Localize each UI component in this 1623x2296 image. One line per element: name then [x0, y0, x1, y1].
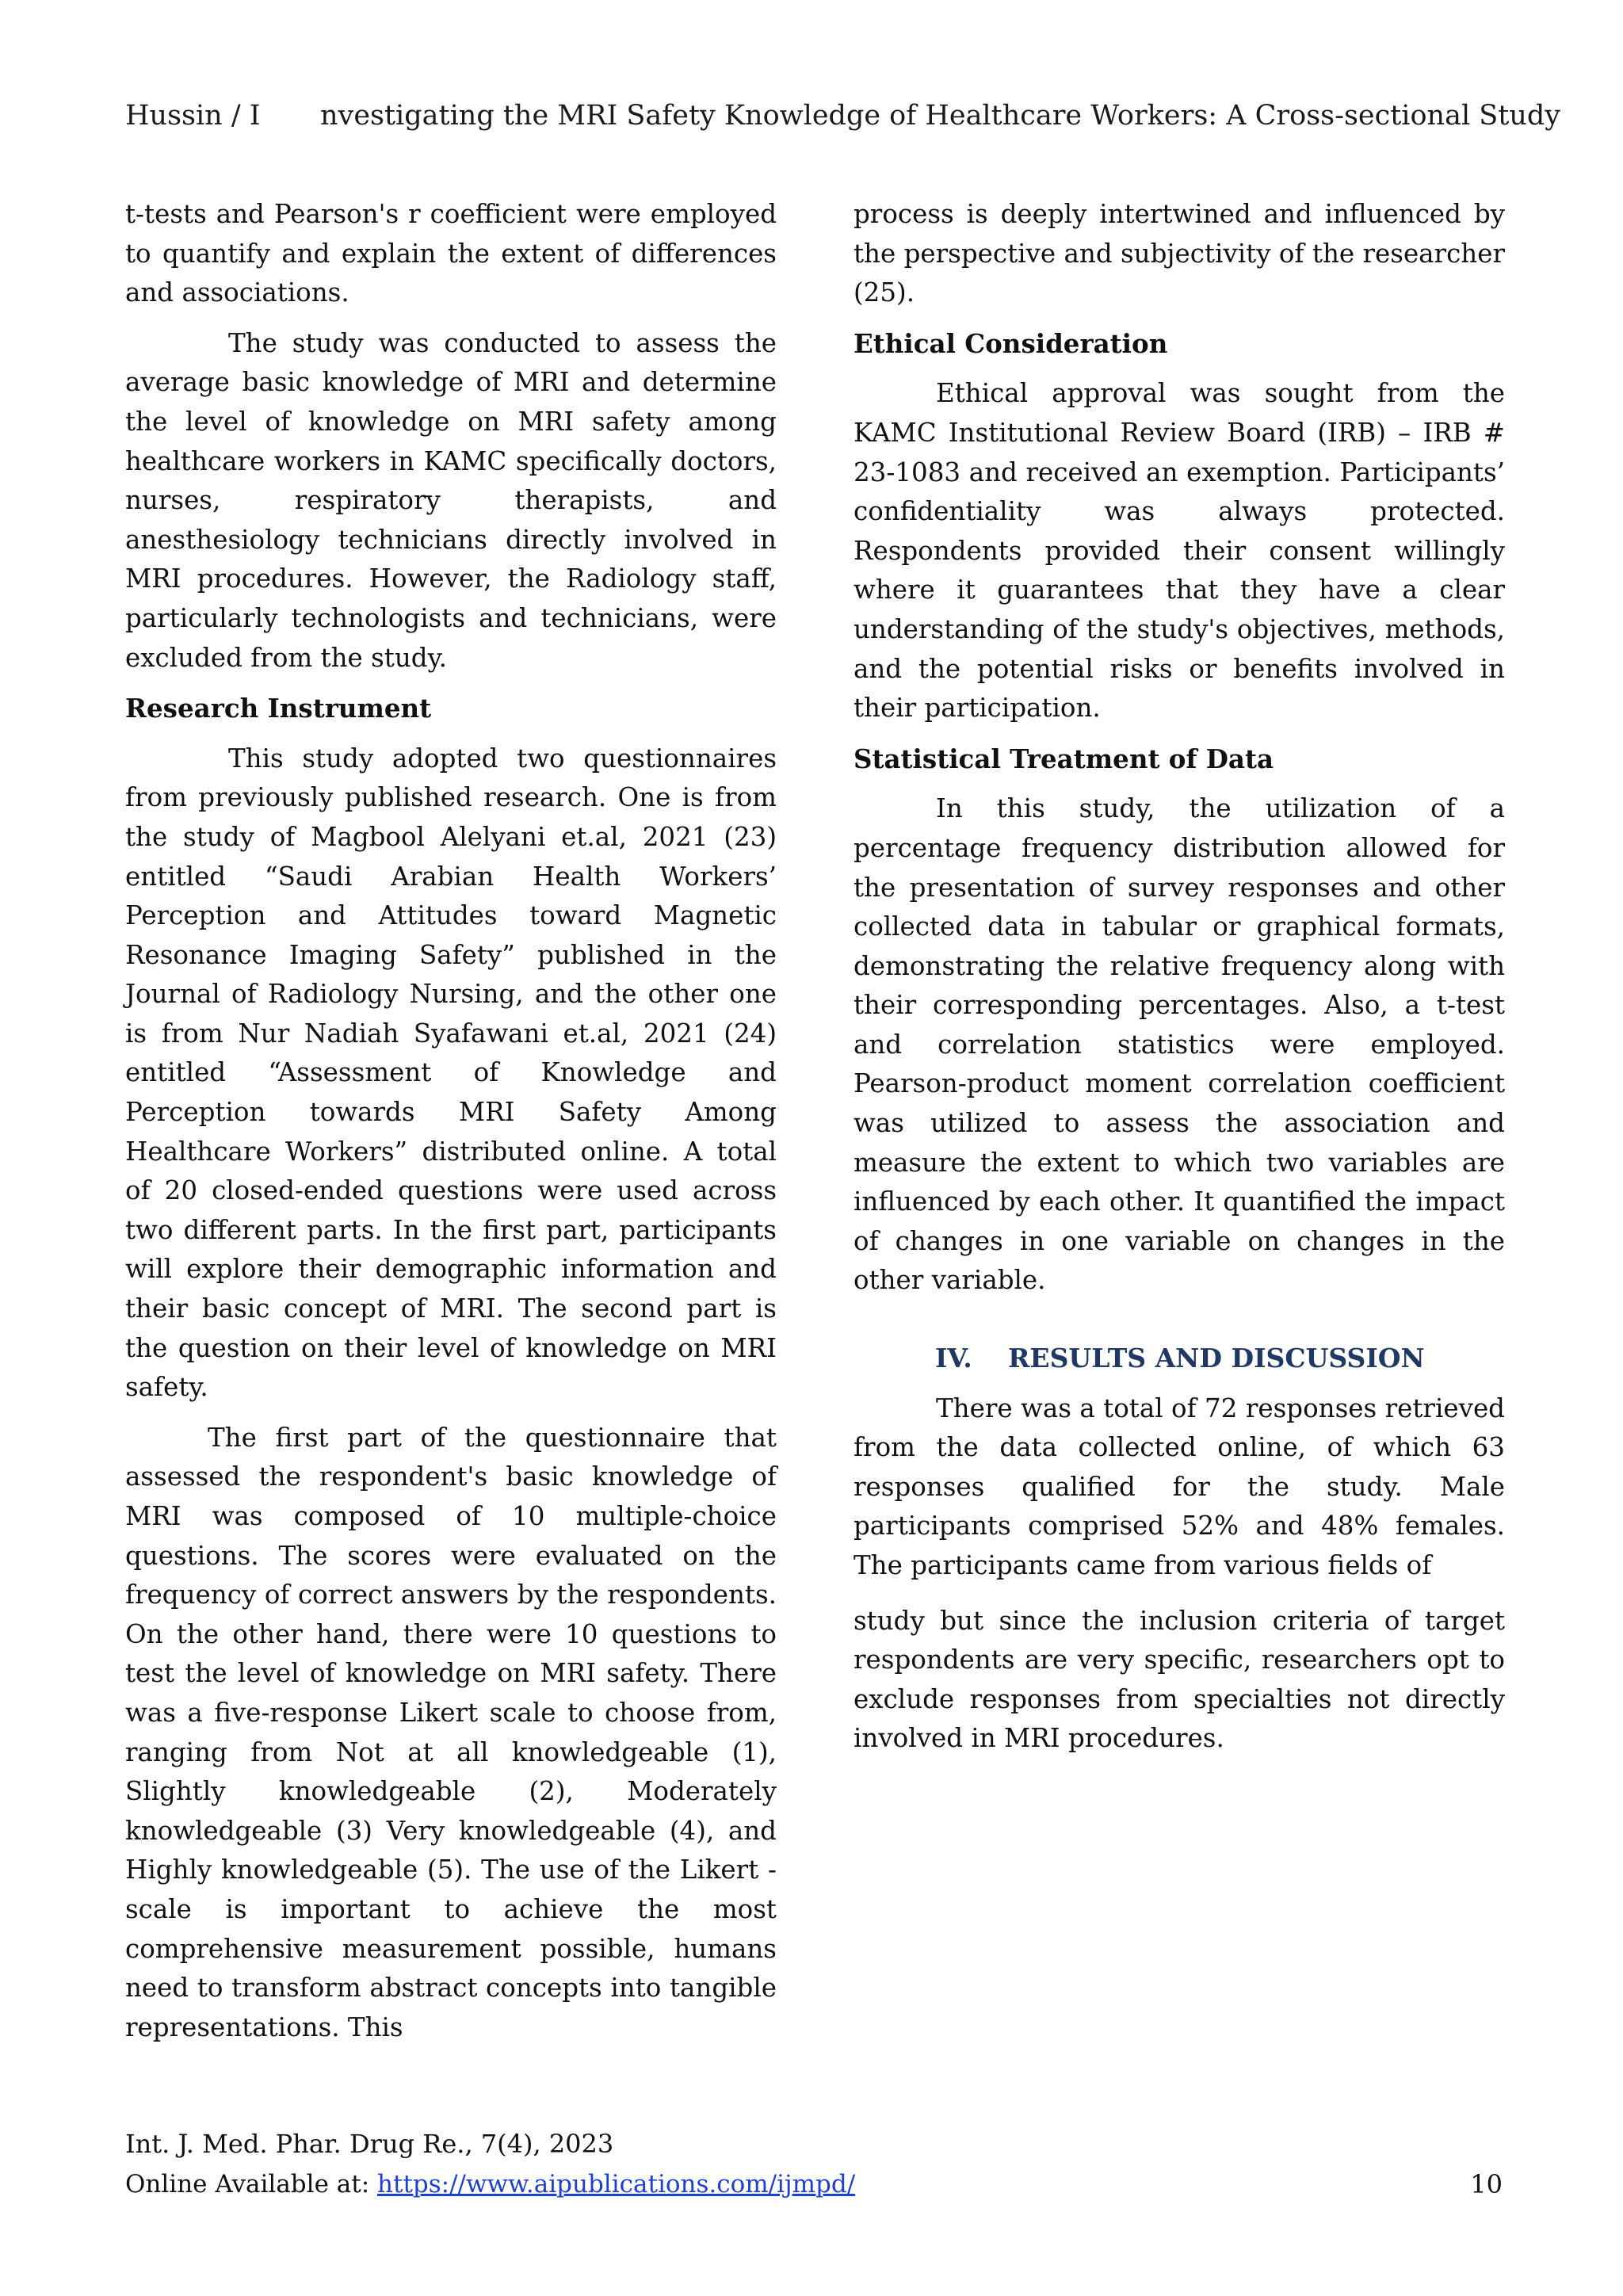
paragraph-right-3: In this study, the utilization of a percentage frequency distribution allowed for the presentation of survey responses and other collected data in tabular or graphical formats, demonstrating the relative frequency along with their corresponding percentages. Also, a t-test and correlation statistics were employed. Pearson-product moment correlation coefficient was utilized to assess the association and measure the extent to which two variables are influenced by each other. It quantified the impact of changes in one variable on changes in the other variable. — [854, 793, 1505, 1296]
paragraph-left-1: t-tests and Pearson's r coefficient were employed to quantify and explain the extent of differences and associations. — [125, 199, 777, 308]
running-head-author: Hussin / I — [125, 100, 261, 132]
right-column — [854, 195, 1505, 1770]
paragraph-left-2: The study was conducted to assess the average basic knowledge of MRI and determine the level of knowledge on MRI safety among healthcare workers in KAMC specifically doctors, nurses, respiratory therapists, and anesthesiology technicians directly involved in MRI procedures. However, the Radiology staff, particularly technologists and technicians, were excluded from the study. — [125, 327, 777, 673]
section-number: IV. — [935, 1343, 972, 1374]
footer-online-label: Online Available at: — [125, 2170, 378, 2199]
section-title: RESULTS AND DISCUSSION — [1008, 1343, 1425, 1374]
footer-online — [125, 2166, 1504, 2202]
paragraph-right-5: study but since the inclusion criteria of target respondents are very specific, researchers opt to exclude responses from specialties not directly involved in MRI procedures. — [854, 1605, 1505, 1754]
journal-url-link[interactable]: https://www.aipublications.com/ijmpd/ — [377, 2170, 856, 2199]
paragraph-right-1: process is deeply intertwined and influenced by the perspective and subjectivity of the researcher (25). — [854, 199, 1505, 308]
paragraph-left-3: This study adopted two questionnaires from previously published research. One is from the study of Magbool Alelyani et.al, 2021 (23) entitled “Saudi Arabian Health Workers’ Perception and Attitudes toward Magnetic Resonance Imaging Safety” published in the Journal of Radiology Nursing, and the other one is from Nur Nadiah Syafawani et.al, 2021 (24) entitled “Assessment of Knowledge and Perception towards MRI Safety Among Healthcare Workers” distributed online. A total of 20 closed-ended questions were used across two different parts. In the first part, participants will explore their demographic information and their basic concept of MRI. The second part is the question on their level of knowledge on MRI safety. — [125, 743, 777, 1403]
running-head-title: nvestigating the MRI Safety Knowledge of Healthcare Workers: A Cross-sectional Study — [320, 100, 1561, 132]
left-column — [125, 195, 777, 2058]
page-number: 10 — [1470, 2169, 1503, 2199]
paragraph-right-2: Ethical approval was sought from the KAMC Institutional Review Board (IRB) – IRB # 23-1083 and received an exemption. Participants’ confidentiality was always protected. Respondents provided their consent willingly where it guarantees that they have a clear understanding of the study's objectives, methods, and the potential risks or benefits involved in their participation. — [854, 378, 1505, 724]
paragraph-left-4: The first part of the questionnaire that assessed the respondent's basic knowledge of MRI was composed of 10 multiple-choice questions. The scores were evaluated on the frequency of correct answers by the respondents. On the other hand, there were 10 questions to test the level of knowledge on MRI safety. There was a five-response Likert scale to choose from, ranging from Not at all knowledgeable (1), Slightly knowledgeable (2), Moderately knowledgeable (3) Very knowledgeable (4), and Highly knowledgeable (5). The use of the Likert -scale is important to achieve the most comprehensive measurement possible, humans need to transform abstract concepts into tangible representations. This — [125, 1422, 777, 2042]
heading-ethical-consideration: Ethical Consideration — [854, 327, 1168, 359]
running-head — [125, 97, 1561, 135]
footer-journal-citation: Int. J. Med. Phar. Drug Re., 7(4), 2023 — [125, 2129, 614, 2159]
heading-statistical-treatment: Statistical Treatment of Data — [854, 743, 1274, 774]
heading-research-instrument: Research Instrument — [125, 693, 432, 724]
section-heading-results — [854, 1339, 1505, 1378]
paragraph-right-4: There was a total of 72 responses retrieved from the data collected online, of which 63 responses qualified for the study. Male participants comprised 52% and 48% females. The participants came from various fields of — [854, 1392, 1505, 1580]
